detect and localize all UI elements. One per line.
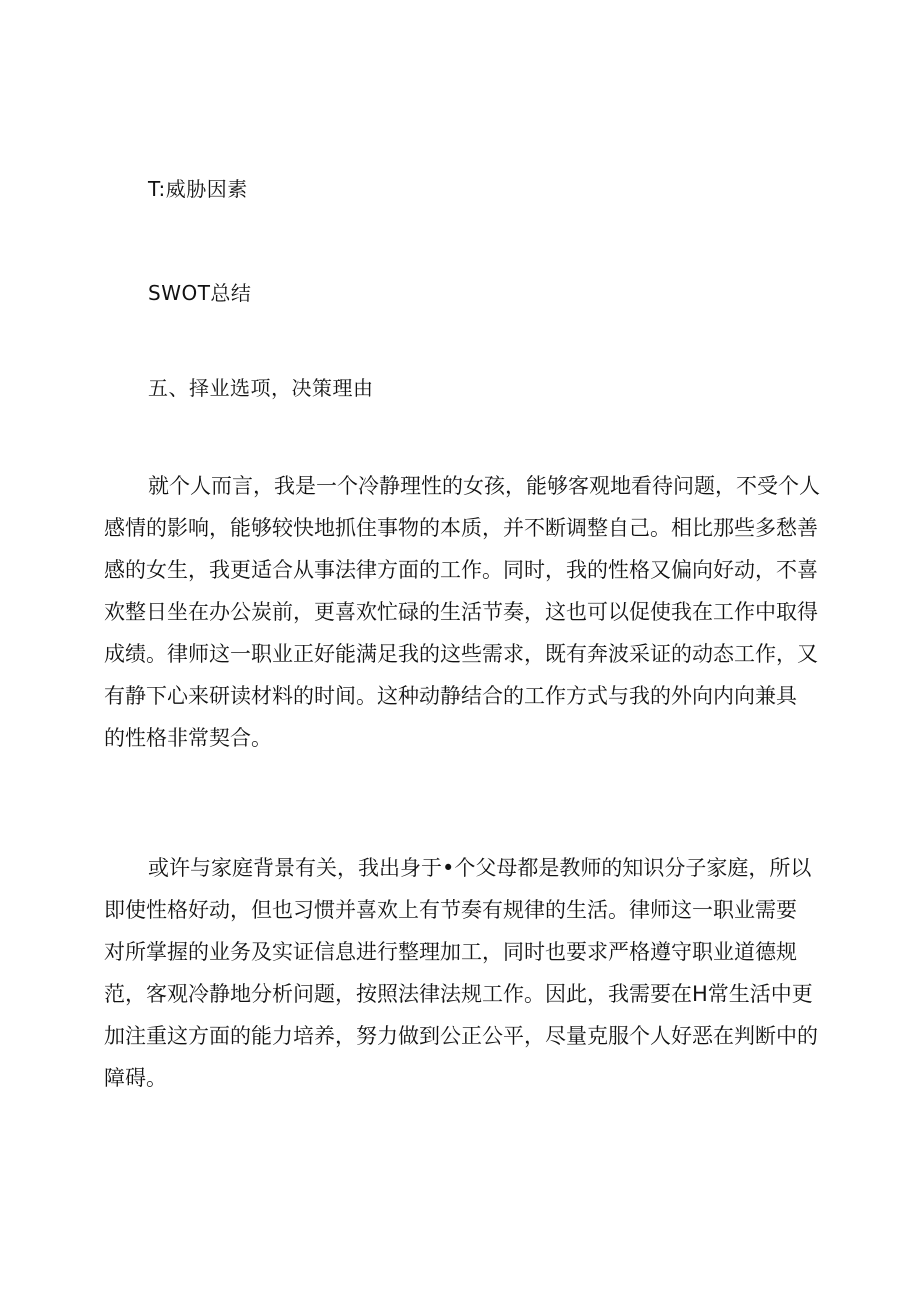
paragraph-personality (104, 465, 820, 759)
paragraph-line: 即使性格好动，但也习惯并喜欢上有节奏有规律的生活。律师这一职业需要 (104, 898, 797, 922)
paragraph-line: 感的女生，我更适合从事法律方面的工作。同时，我的性格又偏向好动，不喜 (104, 558, 818, 582)
paragraph-line: 或许与家庭背景有关，我出身于•个父母都是教师的知识分子家庭，所以 (148, 856, 812, 880)
heading-swot-summary: SWOT总结 (148, 281, 252, 305)
paragraph-line: 障碍。 (104, 1066, 167, 1090)
paragraph-line: 欢整日坐在办公炭前，更喜欢忙碌的生活节奏，这也可以促使我在工作中取得 (104, 600, 818, 624)
paragraph-family-background (104, 847, 816, 1099)
paragraph-line: 范，客观冷静地分析问题，按照法律法规工作。因此，我需要在H常生活中更 (104, 982, 813, 1006)
paragraph-line: 加注重这方面的能力培养，努力做到公正公平，尽量克服个人好恶在判断中的 (104, 1024, 818, 1048)
paragraph-line: 成绩。律师这一职业正好能满足我的这些需求，既有奔波采证的动态工作，又 (104, 642, 818, 666)
paragraph-line: 的性格非常契合。 (104, 726, 272, 750)
heading-threats: T:威胁因素 (148, 177, 248, 201)
heading-section-five: 五、择业选项，决策理由 (148, 376, 374, 400)
paragraph-line: 对所掌握的业务及实证信息进行整理加工，同时也要求严格遵守职业道德规 (104, 940, 797, 964)
paragraph-line: 就个人而言，我是一个冷静理性的女孩，能够客观地看待问题，不受个人 (148, 474, 820, 498)
paragraph-line: 有静下心来研读材料的时间。这种动静结合的工作方式与我的外向内向兼具 (104, 684, 797, 708)
paragraph-line: 感情的影响，能够较快地抓住事物的本质，并不断调整自己。相比那些多愁善 (104, 516, 818, 540)
